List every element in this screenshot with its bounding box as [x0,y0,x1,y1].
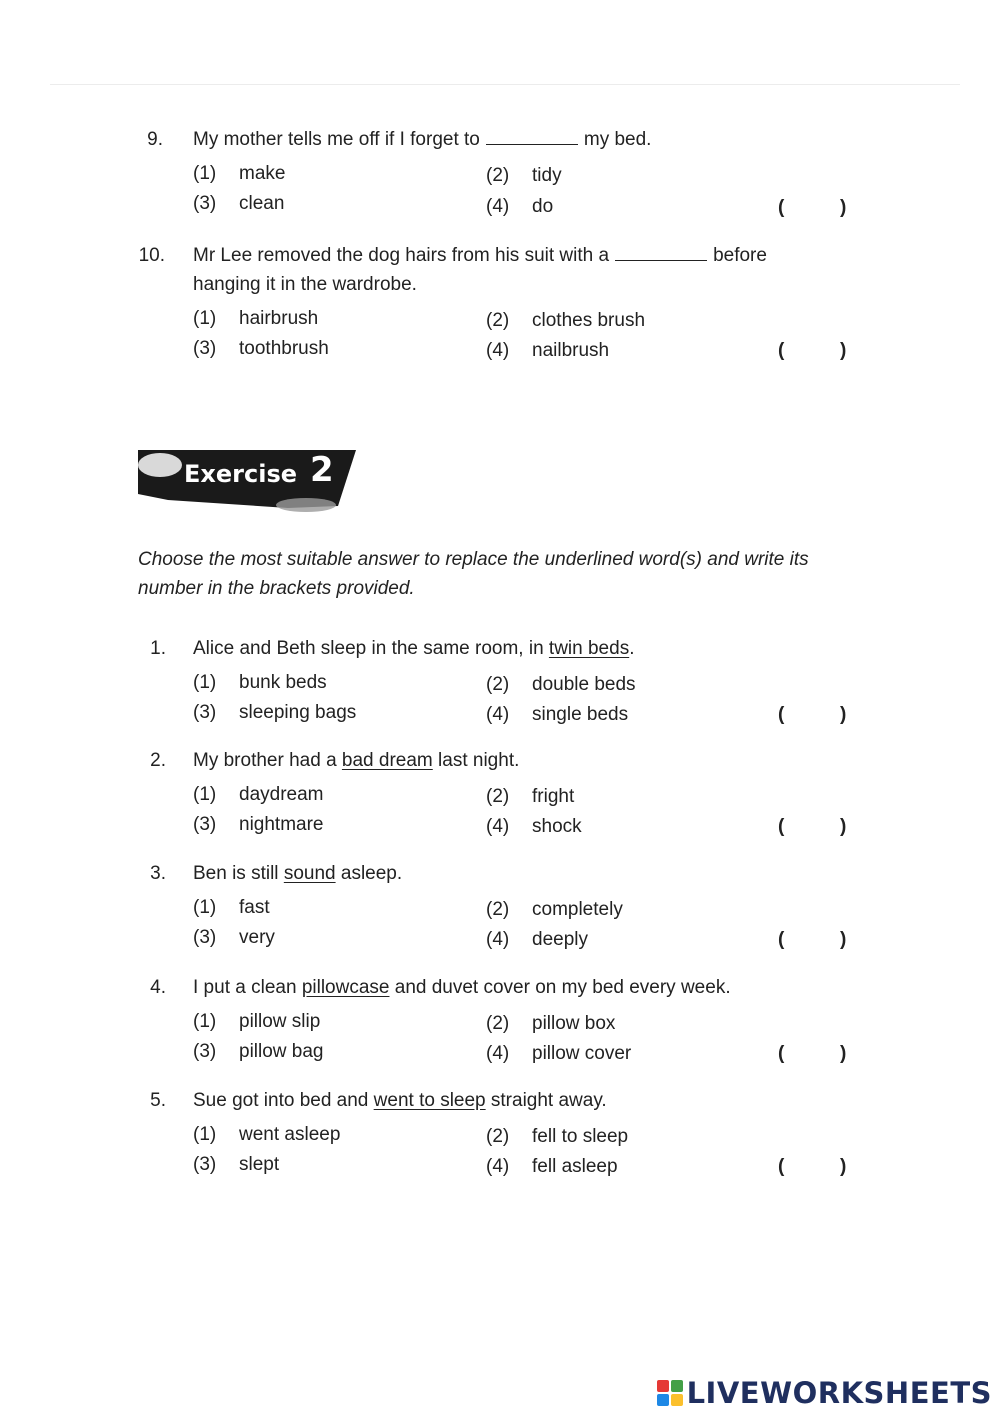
option-text: fright [532,786,575,807]
option-number: (3) [193,338,217,359]
bracket-open: ( [778,197,785,218]
option-number: (1) [193,897,217,918]
option-text: daydream [239,784,324,805]
option-4 [486,1154,618,1180]
question-stem [193,861,853,887]
stem-text: My brother had a [193,750,337,771]
answer-blank [615,244,707,261]
question-stem [193,748,853,774]
option-4 [486,194,553,220]
answer-bracket[interactable] [778,340,850,362]
option-number: (2) [486,310,510,331]
question-number: 10. [138,245,165,266]
top-divider [50,84,960,85]
option-4 [486,927,588,953]
option-text: pillow slip [239,1011,321,1032]
bracket-close: ) [840,1156,847,1177]
option-number: (2) [486,165,510,186]
option-number: (2) [486,1126,510,1147]
option-number: (3) [193,193,217,214]
bracket-open: ( [778,704,785,725]
option-text: nailbrush [532,340,610,361]
option-1 [193,161,285,187]
logo-mark-tile [671,1394,683,1406]
option-text: shock [532,816,582,837]
stem-text: My mother tells me off if I forget to [193,129,480,150]
option-3 [193,1152,279,1178]
option-number: (2) [486,786,510,807]
option-3 [193,700,356,726]
exercise-label: Exercise [184,460,298,488]
option-number: (3) [193,927,217,948]
stem-text: Mr Lee removed the dog hairs from his suit with a [193,245,610,266]
option-text: fell to sleep [532,1126,629,1147]
option-number: (4) [486,196,510,217]
option-text: slept [239,1154,280,1175]
option-text: pillow bag [239,1041,324,1062]
underlined-words: twin beds [548,638,630,659]
option-text: completely [532,899,623,920]
bracket-close: ) [840,197,847,218]
option-text: single beds [532,704,629,725]
exercise-instructions: Choose the most suitable answer to replace the underlined word(s) and write its number in the brackets provided. [138,549,809,599]
question-stem [193,1088,853,1114]
option-text: double beds [532,674,636,695]
answer-bracket[interactable] [778,704,850,726]
option-number: (4) [486,929,510,950]
logo-mark-tile [657,1380,669,1392]
bracket-open: ( [778,816,785,837]
option-text: bunk beds [239,672,327,693]
option-1 [193,1122,340,1148]
option-number: (4) [486,704,510,725]
option-4 [486,702,628,728]
question-number: 1. [150,638,166,659]
answer-bracket[interactable] [778,816,850,838]
question-number: 9. [147,129,163,150]
option-2 [486,784,574,810]
question-number: 4. [150,977,166,998]
answer-bracket[interactable] [778,1156,850,1178]
option-3 [193,1039,324,1065]
question-number: 5. [150,1090,166,1111]
stem-text: hanging it in the wardrobe. [193,274,417,295]
option-text: toothbrush [239,338,329,359]
option-text: sleeping bags [239,702,357,723]
answer-bracket[interactable] [778,197,850,219]
option-text: deeply [532,929,588,950]
option-1 [193,306,318,332]
option-text: very [239,927,275,948]
option-number: (1) [193,784,217,805]
option-4 [486,1041,631,1067]
option-3 [193,925,275,951]
option-number: (3) [193,1154,217,1175]
option-text: do [532,196,554,217]
option-number: (4) [486,816,510,837]
question-stem [193,975,853,1001]
option-2 [486,163,562,189]
option-number: (1) [193,163,217,184]
bracket-open: ( [778,929,785,950]
option-3 [193,336,329,362]
option-number: (2) [486,674,510,695]
exercise-number: 2 [310,450,334,490]
stem-text: and duvet cover on my bed every week. [394,977,731,998]
stem-text: . [629,638,635,659]
logo-mark-tile [657,1394,669,1406]
exercise-banner [138,448,358,522]
option-text: fell asleep [532,1156,618,1177]
liveworksheets-logo [657,1378,992,1408]
option-text: clothes brush [532,310,646,331]
option-text: tidy [532,165,562,186]
option-2 [486,1011,615,1037]
bracket-open: ( [778,340,785,361]
option-text: fast [239,897,270,918]
bracket-close: ) [840,1043,847,1064]
option-number: (1) [193,1124,217,1145]
bracket-close: ) [840,704,847,725]
bracket-close: ) [840,816,847,837]
option-1 [193,782,324,808]
question-stem [193,243,853,269]
underlined-words: sound [283,863,336,884]
bracket-close: ) [840,929,847,950]
option-number: (3) [193,1041,217,1062]
question-number: 2. [150,750,166,771]
logo-mark-tile [671,1380,683,1392]
option-text: clean [239,193,285,214]
stem-text: I put a clean [193,977,297,998]
stem-text: Sue got into bed and [193,1090,369,1111]
bracket-open: ( [778,1156,785,1177]
stem-text: Ben is still [193,863,279,884]
answer-bracket[interactable] [778,1043,850,1065]
logo-text: LIVEWORKSHEETS [686,1376,992,1410]
option-3 [193,191,284,217]
option-text: went asleep [239,1124,341,1145]
option-number: (4) [486,1043,510,1064]
option-3 [193,812,324,838]
answer-blank [486,128,578,145]
underlined-words: pillowcase [301,977,390,998]
option-2 [486,897,623,923]
option-text: hairbrush [239,308,319,329]
option-text: nightmare [239,814,324,835]
logo-mark-icon [657,1380,683,1406]
bracket-close: ) [840,340,847,361]
option-number: (1) [193,1011,217,1032]
question-stem [193,636,853,662]
option-1 [193,670,327,696]
option-2 [486,308,645,334]
stem-text: Alice and Beth sleep in the same room, in [193,638,544,659]
option-text: pillow cover [532,1043,632,1064]
option-4 [486,814,582,840]
option-2 [486,672,636,698]
question-stem [193,127,853,153]
stem-text: straight away. [490,1090,607,1111]
option-number: (3) [193,814,217,835]
underlined-words: bad dream [341,750,433,771]
answer-bracket[interactable] [778,929,850,951]
option-number: (2) [486,1013,510,1034]
option-2 [486,1124,628,1150]
stem-text: asleep. [340,863,403,884]
option-1 [193,1009,320,1035]
question-number: 3. [150,863,166,884]
underlined-words: went to sleep [373,1090,486,1111]
stem-text: last night. [438,750,520,771]
option-4 [486,338,609,364]
option-text: pillow box [532,1013,616,1034]
stem-text: my bed. [583,129,652,150]
option-number: (2) [486,899,510,920]
bracket-open: ( [778,1043,785,1064]
option-number: (4) [486,340,510,361]
stem-text: before [713,245,767,266]
option-number: (1) [193,672,217,693]
option-text: make [239,163,286,184]
option-number: (4) [486,1156,510,1177]
option-number: (3) [193,702,217,723]
option-number: (1) [193,308,217,329]
option-1 [193,895,270,921]
